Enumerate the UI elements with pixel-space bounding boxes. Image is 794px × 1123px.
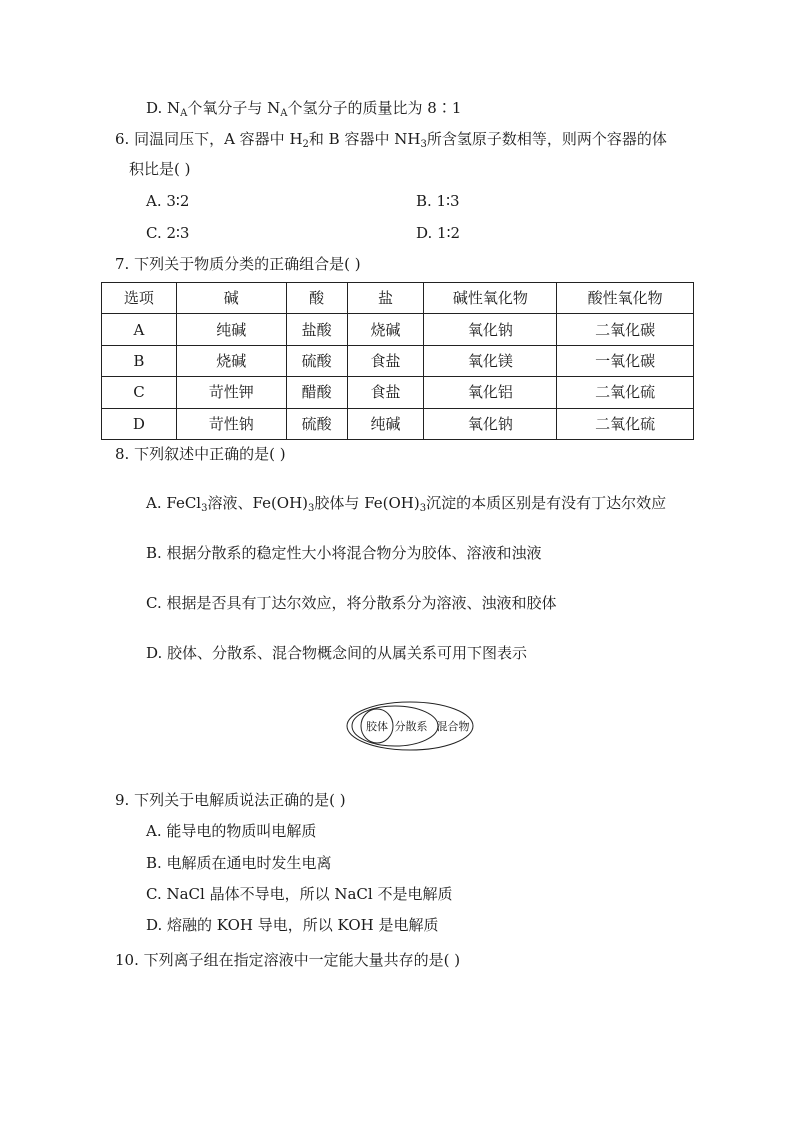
table-cell: 氧化钠 <box>424 314 557 345</box>
table-cell: 二氧化硫 <box>557 408 694 439</box>
table-cell: 烧碱 <box>176 345 286 376</box>
table-cell: C <box>102 377 177 408</box>
table-header-cell: 盐 <box>347 283 424 314</box>
q6-stem-line1: 6. 同温同压下，A 容器中 $H_2$和 B 容器中 $NH_3$所含氢原子数相等，则两个容器的体 <box>115 130 667 150</box>
table-header-row <box>102 283 694 314</box>
q8-option-d: D. 胶体、分散系、混合物概念间的从属关系可用下图表示 <box>146 644 528 662</box>
q5-option-d: D. $N_A$个氧分子与 $N_A$个氢分子的质量比为 8∶1 <box>146 99 462 119</box>
q7-stem: 7. 下列关于物质分类的正确组合是( ) <box>115 255 361 273</box>
table-cell: A <box>102 314 177 345</box>
table-cell: 食盐 <box>347 345 424 376</box>
q10-stem: 10. 下列离子组在指定溶液中一定能大量共存的是( ) <box>115 951 461 969</box>
middle-label: 分散系 <box>394 720 428 733</box>
q9-option-c: C. NaCl 晶体不导电，所以 NaCl 不是电解质 <box>146 885 453 903</box>
table-header-cell: 碱性氧化物 <box>424 283 557 314</box>
q6-option-b: B. 1∶3 <box>416 192 460 210</box>
q6-option-a: A. 3∶2 <box>146 192 190 210</box>
table-row <box>102 345 694 376</box>
table-cell: 氧化镁 <box>424 345 557 376</box>
table-cell: 氧化钠 <box>424 408 557 439</box>
table-cell: 二氧化硫 <box>557 377 694 408</box>
table-cell: B <box>102 345 177 376</box>
q6-option-d: D. 1∶2 <box>416 224 461 242</box>
table-row <box>102 314 694 345</box>
table-cell: 醋酸 <box>286 377 347 408</box>
table-cell: 苛性钠 <box>176 408 286 439</box>
table-row <box>102 377 694 408</box>
table-cell: 一氧化碳 <box>557 345 694 376</box>
q8-option-a: A. FeCl$_3$溶液、$Fe(OH)_3$胶体与 $Fe(OH)_3$沉淀的本质区别是有没有丁达尔效应 <box>146 494 667 514</box>
q8-option-c: C. 根据是否具有丁达尔效应，将分散系分为溶液、浊液和胶体 <box>146 594 557 612</box>
outer-label: 混合物 <box>436 720 470 733</box>
q6-option-c: C. 2∶3 <box>146 224 190 242</box>
q9-stem: 9. 下列关于电解质说法正确的是( ) <box>115 791 346 809</box>
table-cell: D <box>102 408 177 439</box>
table-cell: 二氧化碳 <box>557 314 694 345</box>
table-header-cell: 碱 <box>176 283 286 314</box>
venn-diagram <box>345 700 475 752</box>
inner-label: 胶体 <box>366 720 388 733</box>
q8-stem: 8. 下列叙述中正确的是( ) <box>115 445 286 463</box>
table-header-cell: 酸 <box>286 283 347 314</box>
table-cell: 食盐 <box>347 377 424 408</box>
table-cell: 氧化铝 <box>424 377 557 408</box>
table-cell: 纯碱 <box>347 408 424 439</box>
q6-stem-line2: 积比是( ) <box>129 160 191 178</box>
table-header-cell: 酸性氧化物 <box>557 283 694 314</box>
q8-option-b: B. 根据分散系的稳定性大小将混合物分为胶体、溶液和浊液 <box>146 544 542 562</box>
table-cell: 纯碱 <box>176 314 286 345</box>
table-row <box>102 408 694 439</box>
table-header-cell: 选项 <box>102 283 177 314</box>
table-cell: 苛性钾 <box>176 377 286 408</box>
classification-table <box>101 282 694 440</box>
q9-option-b: B. 电解质在通电时发生电离 <box>146 854 332 872</box>
table-cell: 盐酸 <box>286 314 347 345</box>
q9-option-a: A. 能导电的物质叫电解质 <box>146 822 317 840</box>
q9-option-d: D. 熔融的 KOH 导电，所以 KOH 是电解质 <box>146 916 439 934</box>
table-cell: 硫酸 <box>286 345 347 376</box>
table-cell: 硫酸 <box>286 408 347 439</box>
table-cell: 烧碱 <box>347 314 424 345</box>
